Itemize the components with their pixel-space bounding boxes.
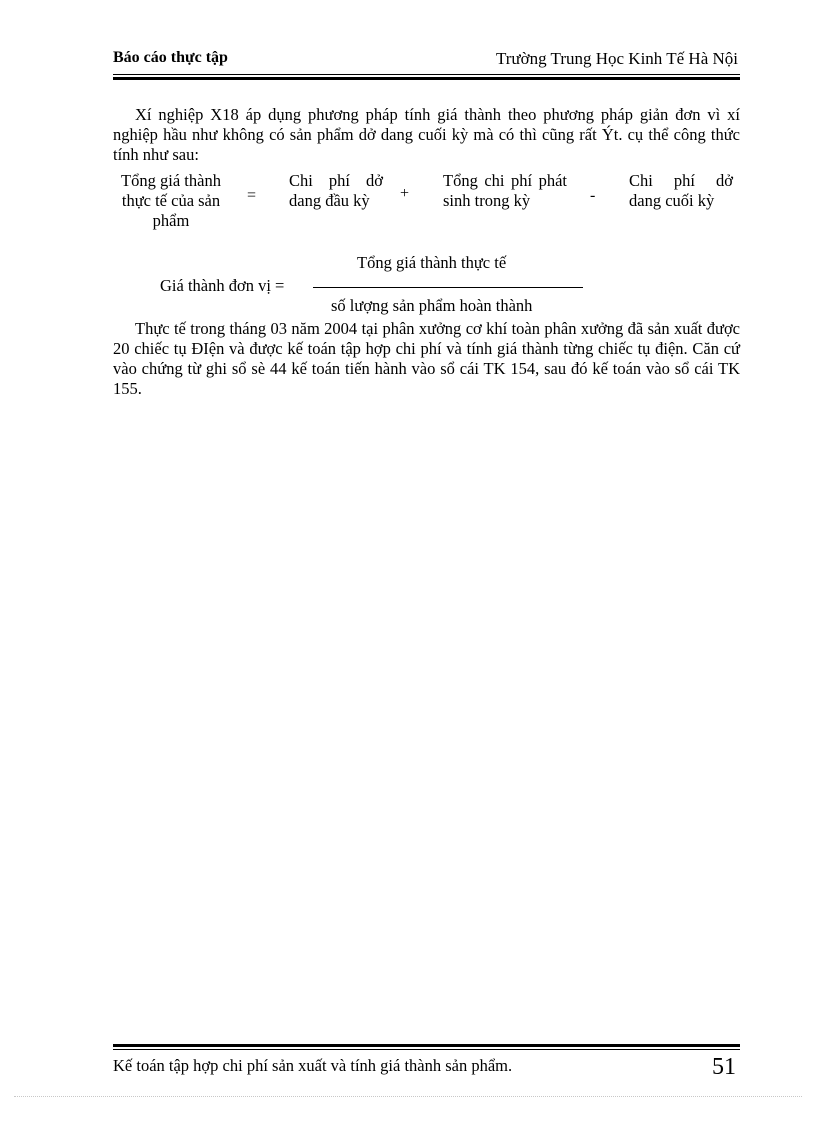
header-rule-thick [113, 77, 740, 80]
unit-cost-denominator: số lượng sản phẩm hoàn thành [331, 296, 533, 315]
formula-term-total-cost: Tổng giá thành thực tế của sản phẩm [121, 171, 221, 230]
formula-term-period-cost: Tổng chi phí phát sinh trong kỳ [443, 171, 567, 210]
formula-equals-sign: = [247, 187, 257, 204]
header-rule-thin [113, 74, 740, 75]
page-edge [14, 1096, 802, 1097]
header-right-title: Trường Trung Học Kinh Tế Hà Nội [495, 49, 738, 68]
formula-plus-sign: + [400, 185, 410, 202]
unit-cost-numerator: Tổng giá thành thực tế [357, 253, 507, 272]
footer-text: Kế toán tập hợp chi phí sản xuất và tính giá thành sản phẩm. [113, 1056, 513, 1075]
fraction-bar [313, 287, 583, 288]
footer-rule-thick [113, 1044, 740, 1047]
footer-rule-thin [113, 1049, 740, 1050]
page-number: 51 [712, 1054, 736, 1080]
formula-minus-sign: - [590, 187, 596, 204]
header-left-title: Báo cáo thực tập [113, 49, 228, 66]
unit-cost-label: Giá thành đơn vị = [160, 276, 285, 295]
body-paragraph-2: Thực tế trong tháng 03 năm 2004 tại phân xưởng cơ khí toàn phân xưởng đã sản xuất được 20 chiếc tụ ĐIện và được kế toán tập hợp chi phí và tính giá thành từng chiếc tụ điện. Căn cứ vào chứng từ ghi sổ sè 44 kế toán tiến hành vào sổ cái TK 154, sau đó kế toán vào sổ cái TK 155. [113, 319, 740, 398]
formula-term-opening-wip: Chi phí dở dang đầu kỳ [289, 171, 383, 210]
page-header [113, 49, 738, 71]
intro-paragraph: Xí nghiệp X18 áp dụng phương pháp tính giá thành theo phương pháp giản đơn vì xí nghiệp hầu như không có sản phẩm dở dang cuối kỳ mà có thì cũng rất Ýt. cụ thể công thức tính như sau: [113, 105, 740, 164]
formula-term-closing-wip: Chi phí dở dang cuối kỳ [629, 171, 733, 210]
